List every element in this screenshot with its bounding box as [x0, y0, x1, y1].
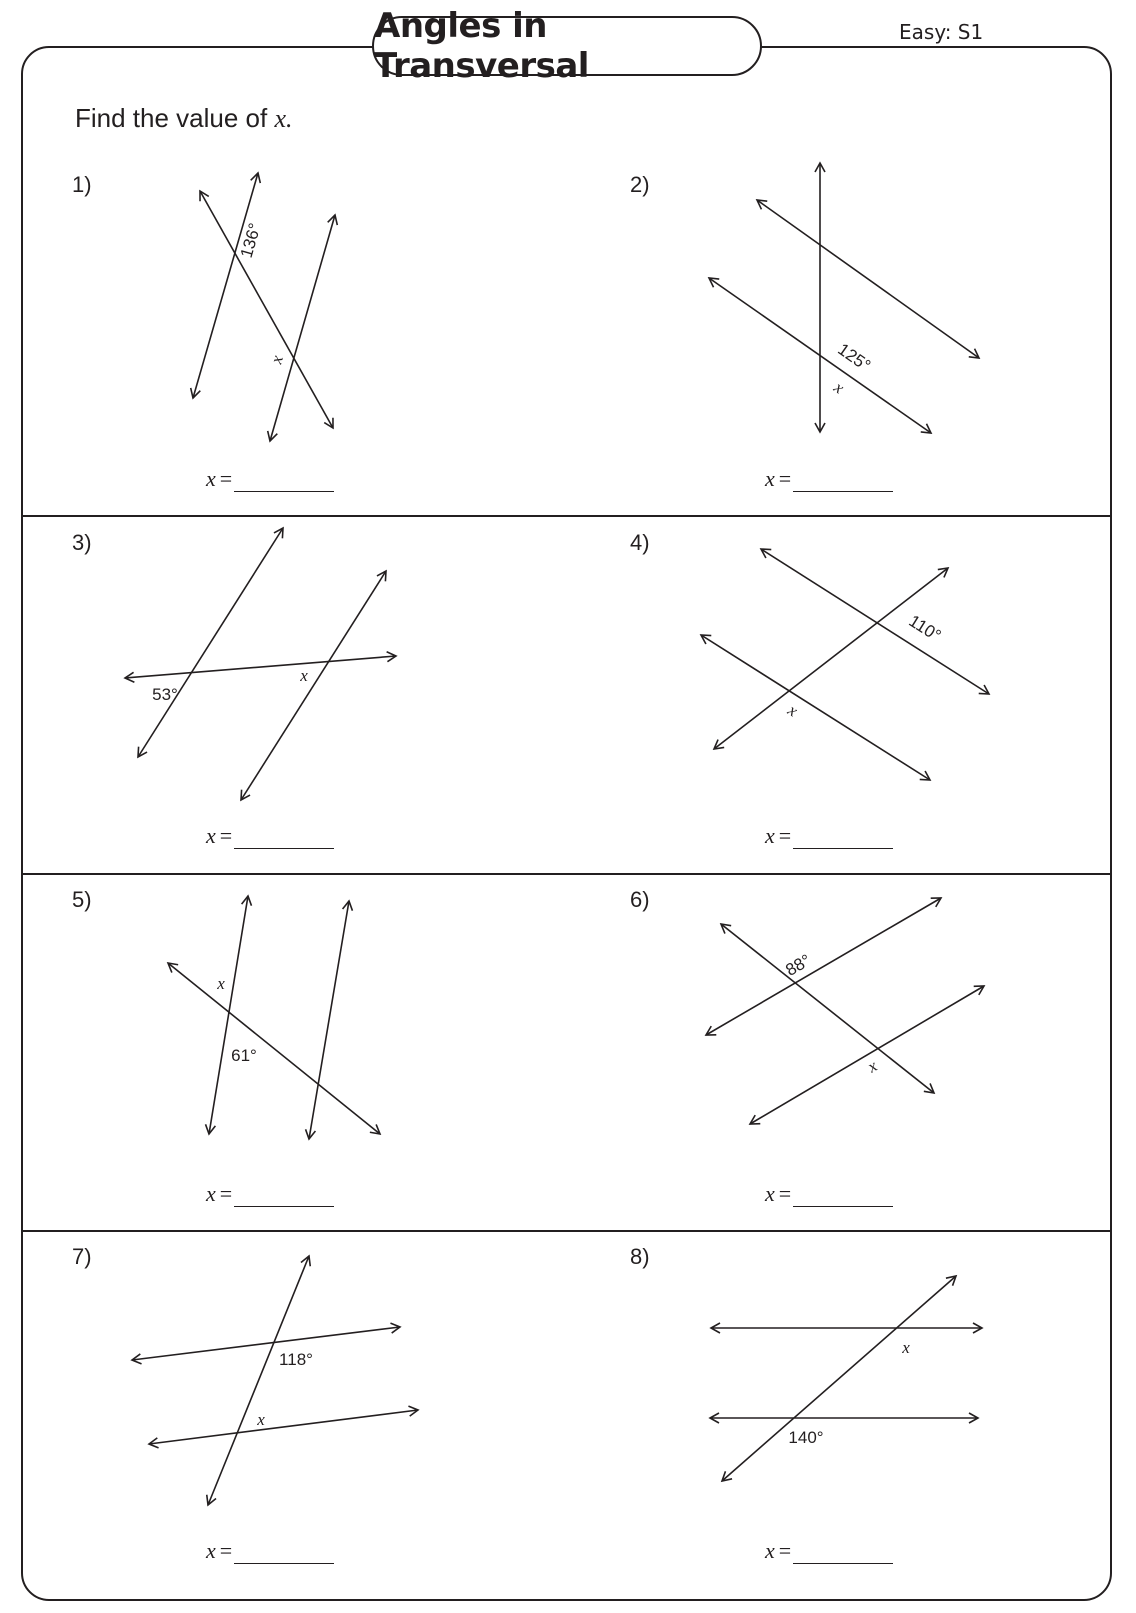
angle-label-7: 118°	[279, 1350, 313, 1369]
angle-label-6: 88°	[782, 950, 815, 980]
line	[270, 215, 335, 441]
transversal	[125, 656, 396, 678]
line	[241, 571, 386, 800]
answer-var: x	[765, 466, 775, 491]
answer-var: x	[206, 1538, 216, 1563]
diagram-7	[132, 1256, 418, 1505]
answer-var: x	[765, 823, 775, 848]
answer-equals: =	[219, 823, 233, 848]
angle-label-4: 110°	[905, 611, 945, 646]
worksheet-title: Angles in Transversal	[372, 16, 762, 76]
answer-equals: =	[778, 1538, 792, 1563]
diagram-5	[168, 896, 380, 1139]
diagram-4	[701, 549, 989, 780]
line	[706, 898, 941, 1035]
line	[193, 173, 258, 398]
answer-var: x	[765, 1538, 775, 1563]
transversal	[200, 191, 333, 428]
diagram-3	[125, 528, 396, 800]
problem-number-8: 8)	[630, 1244, 650, 1269]
problem-number-2: 2)	[630, 172, 650, 197]
unknown-label-1: x	[266, 353, 287, 366]
line	[761, 549, 989, 694]
angle-label-1: 136°	[236, 220, 265, 261]
unknown-label-4: x	[784, 700, 802, 721]
angle-label-5: 61°	[231, 1046, 257, 1065]
transversal	[714, 568, 948, 749]
answer-equals: =	[219, 1181, 233, 1206]
answer-equals: =	[778, 466, 792, 491]
instruction-text: Find the value of	[75, 103, 268, 133]
line	[138, 528, 283, 757]
line	[149, 1410, 418, 1444]
diagram-2	[709, 163, 979, 433]
answer-equals: =	[219, 1538, 233, 1563]
problem-number-5: 5)	[72, 887, 92, 912]
unknown-label-6: x	[864, 1056, 881, 1077]
problem-number-7: 7)	[72, 1244, 92, 1269]
unknown-label-2: x	[830, 377, 848, 398]
answer-var: x	[765, 1181, 775, 1206]
instruction-variable: x.	[274, 104, 293, 133]
answer-var: x	[206, 1181, 216, 1206]
transversal	[208, 1256, 309, 1505]
transversal	[722, 1276, 956, 1481]
problem-number-3: 3)	[72, 530, 92, 555]
angle-label-8: 140°	[788, 1428, 824, 1447]
diagram-8	[710, 1276, 982, 1481]
line	[209, 896, 248, 1134]
unknown-label-7: x	[257, 1410, 265, 1429]
answer-var: x	[206, 823, 216, 848]
angle-label-3: 53°	[152, 685, 178, 704]
transversal	[168, 963, 380, 1134]
problem-number-6: 6)	[630, 887, 650, 912]
unknown-label-3: x	[300, 666, 308, 685]
answer-equals: =	[778, 823, 792, 848]
problem-number-4: 4)	[630, 530, 650, 555]
line	[750, 986, 984, 1124]
diagram-6	[706, 898, 984, 1124]
diagram-1	[193, 173, 335, 441]
answer-equals: =	[778, 1181, 792, 1206]
difficulty-label: Easy: S1	[899, 20, 984, 44]
line	[132, 1327, 400, 1360]
answer-var: x	[206, 466, 216, 491]
unknown-label-8: x	[902, 1338, 910, 1357]
line	[701, 635, 930, 780]
problem-number-1: 1)	[72, 172, 92, 197]
unknown-label-5: x	[217, 974, 225, 993]
answer-equals: =	[219, 466, 233, 491]
angle-label-2: 125°	[834, 339, 875, 376]
